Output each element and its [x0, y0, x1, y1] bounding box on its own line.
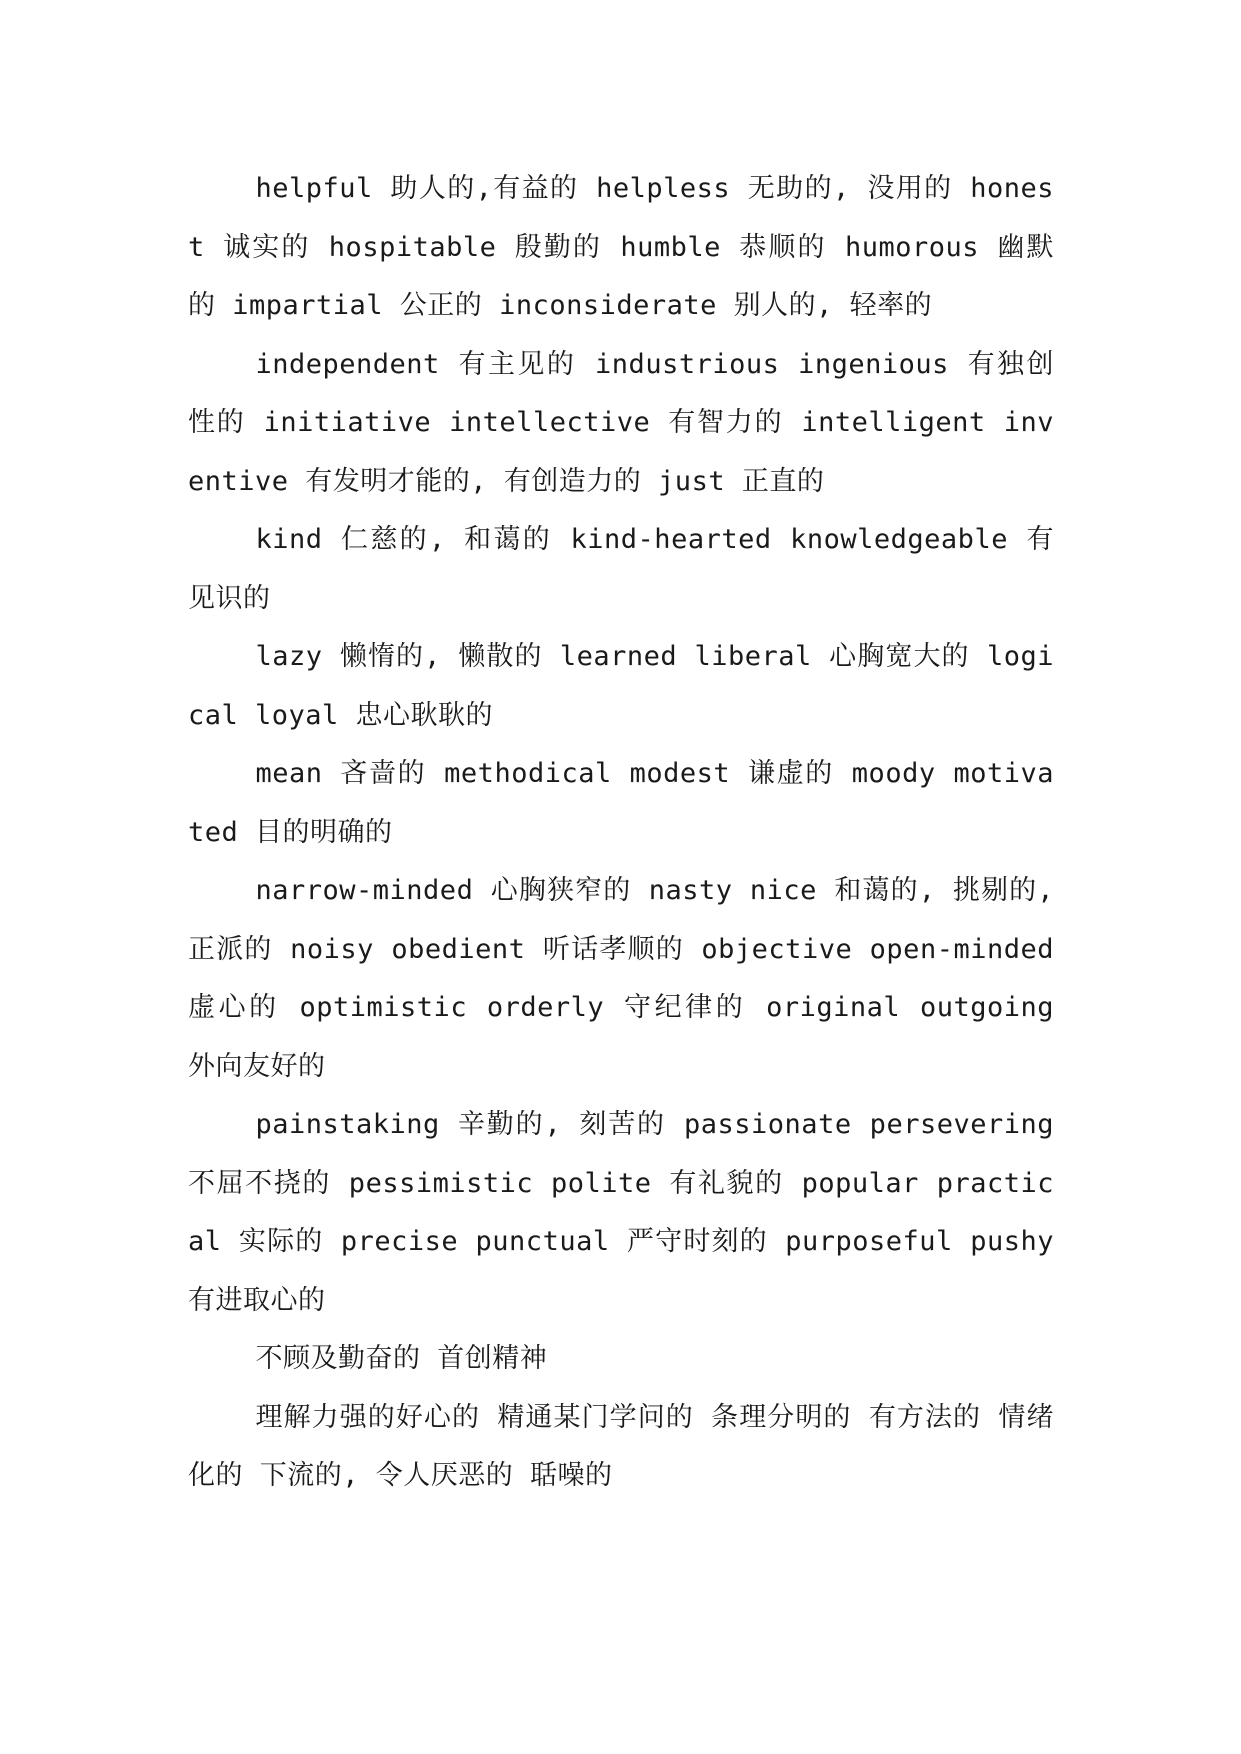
paragraph-p-words: painstaking 辛勤的, 刻苦的 passionate persevering 不屈不挠的 pessimistic polite 有礼貌的 popular practical 实际的 precise punctual 严守时刻的 purposeful pushy 有进取心的	[188, 1109, 1054, 1316]
paragraph-l-words: lazy 懒惰的, 懒散的 learned liberal 心胸宽大的 logical loyal 忠心耿耿的	[188, 641, 1054, 731]
paragraph-n-o-words: narrow-minded 心胸狭窄的 nasty nice 和蔼的, 挑剔的, 正派的 noisy obedient 听话孝顺的 objective open-minded 虚心的 optimistic orderly 守纪律的 original outgoing 外向友好的	[188, 875, 1054, 1082]
paragraph-chinese-2: 理解力强的好心的 精通某门学问的 条理分明的 有方法的 情绪化的 下流的, 令人厌恶的 聒噪的	[188, 1401, 1054, 1491]
document-body	[188, 160, 1054, 1506]
paragraph-m-words: mean 吝啬的 methodical modest 谦虚的 moody motivated 目的明确的	[188, 758, 1054, 848]
paragraph-i-j-words: independent 有主见的 industrious ingenious 有独创性的 initiative intellective 有智力的 intelligent inventive 有发明才能的, 有创造力的 just 正直的	[188, 348, 1054, 497]
paragraph-k-words: kind 仁慈的, 和蔼的 kind-hearted knowledgeable 有见识的	[188, 524, 1054, 614]
paragraph-h-words: helpful 助人的,有益的 helpless 无助的, 没用的 honest 诚实的 hospitable 殷勤的 humble 恭顺的 humorous 幽默的 impartial 公正的 inconsiderate 别人的, 轻率的	[188, 173, 1054, 321]
paragraph-chinese-1: 不顾及勤奋的 首创精神	[255, 1343, 548, 1374]
